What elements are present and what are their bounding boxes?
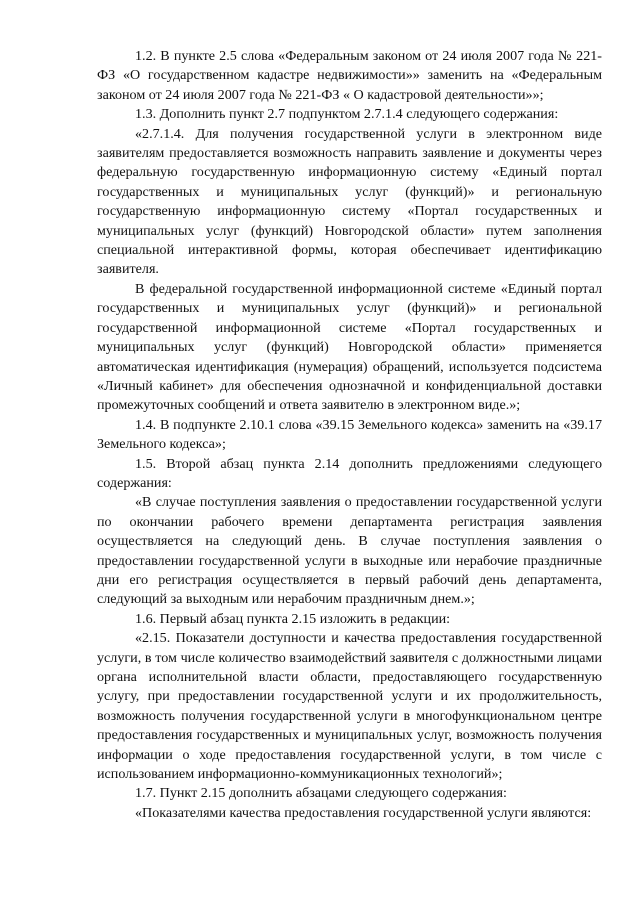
paragraph-1-2: 1.2. В пункте 2.5 слова «Федеральным законом от 24 июля 2007 года № 221-ФЗ «О государственном кадастре недвижимости»» заменить на «Федеральным законом от 24 июля 2007 года № 221-ФЗ « О кадастровой деятельности»»; [97,48,602,103]
paragraph-1-3: 1.3. Дополнить пункт 2.7 подпунктом 2.7.1.4 следующего содержания: [135,106,559,123]
paragraph-quality-indicators: «Показателями качества предоставления государственной услуги являются: [135,804,592,821]
paragraph-registration: «В случае поступления заявления о предоставлении государственной услуги по окончании рабочего времени департамента регистрация заявления осуществляется на следующий день. В случае поступления заявления о предоставлении государственной услуги в выходные или нерабочие праздничные дни его регистрация осуществляется в первый рабочий день департамента, следующий за выходным или нерабочим праздничным днем.»; [97,494,602,608]
paragraph-1-6: 1.6. Первый абзац пункта 2.15 изложить в редакции: [135,610,451,627]
paragraph-2-15: «2.15. Показатели доступности и качества предоставления государственной услуги, в том числе количество взаимодействий заявителя с должностными лицами органа исполнительной власти области, предоставляющего государственную услугу, при предоставлении государственной услуги и их продолжительность, возможность получения государственной услуги в многофункциональном центре предоставления государственных и муниципальных услуг, возможность получения информации о ходе предоставления государственной услуги, в том числе с использованием информационно-коммуникационных технологий»; [97,630,602,783]
paragraph-1-4: 1.4. В подпункте 2.10.1 слова «39.15 Земельного кодекса» заменить на «39.17 Земельного кодекса»; [97,416,602,453]
paragraph-2-7-1-4: «2.7.1.4. Для получения государственной услуги в электронном виде заявителям предоставляется возможность направить заявление и документы через федеральную государственную информационную систему «Единый портал государственных и муниципальных услуг (функций)» и региональную государственную информационную систему «Портал государственных и муниципальных услуг (функций) Новгородской области» путем заполнения специальной интерактивной формы, которая обеспечивает идентификацию заявителя. [97,125,602,278]
paragraph-1-5: 1.5. Второй абзац пункта 2.14 дополнить предложениями следующего содержания: [97,455,602,491]
paragraph-federal-system: В федеральной государственной информационной системе «Единый портал государственных и муниципальных услуг (функций)» и региональной государственной информационной системе «Портал государственных и муниципальных услуг (функций) Новгородской области» применяется автоматическая идентификация (нумерация) обращений, используется подсистема «Личный кабинет» для обеспечения однозначной и конфиденциальной доставки промежуточных сообщений и ответа заявителю в электронном виде.»; [97,280,602,414]
document-body [97,47,602,823]
paragraph-1-7: 1.7. Пункт 2.15 дополнить абзацами следующего содержания: [135,785,507,802]
